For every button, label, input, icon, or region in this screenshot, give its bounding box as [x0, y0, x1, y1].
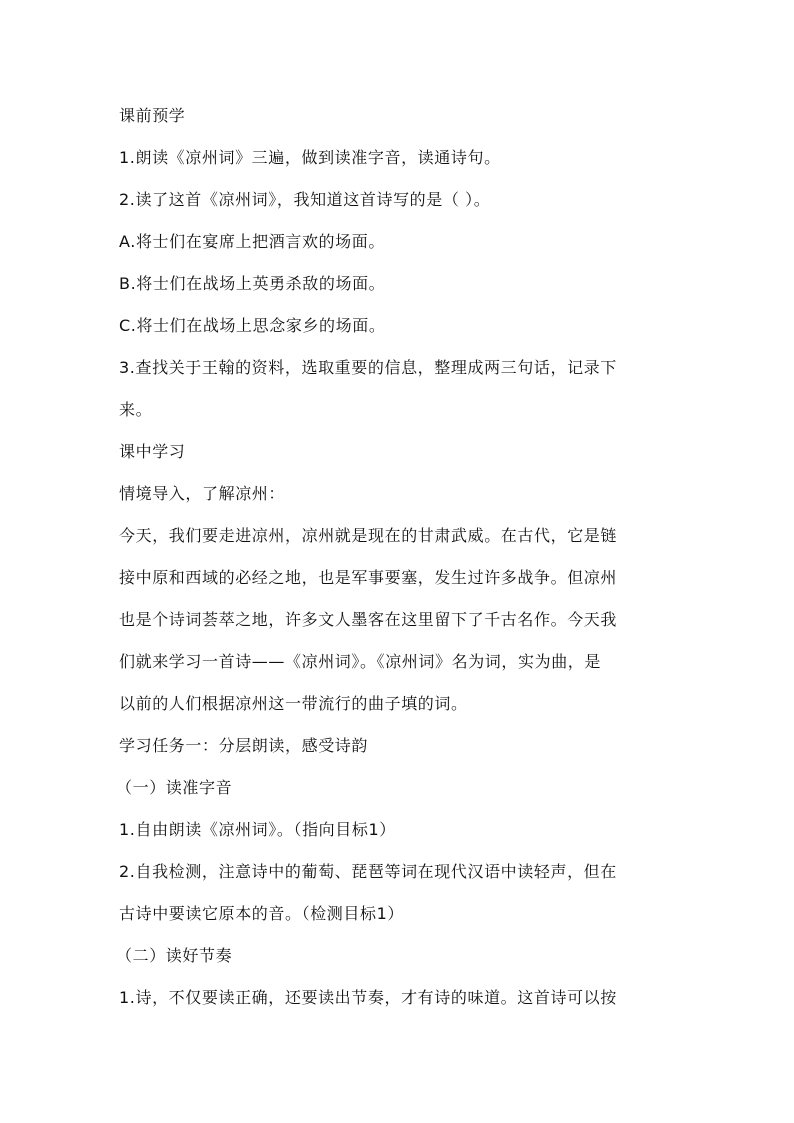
section-heading-pre-study: 课前预学: [119, 106, 186, 125]
section-heading-in-class: 课中学习: [119, 442, 186, 461]
subsection-read-sounds: （一）读准字音: [116, 778, 233, 797]
pre-study-item-1: 1.朗读《凉州词》三遍，做到读准字音，读通诗句。: [119, 148, 501, 167]
intro-paragraph-line-2: 接中原和西域的必经之地，也是军事要塞，发生过许多战争。但凉州: [119, 568, 618, 587]
task-one-heading: 学习任务一：分层朗读，感受诗韵: [119, 736, 369, 755]
option-b: B.将士们在战场上英勇杀敌的场面。: [119, 274, 386, 293]
option-a: A.将士们在宴席上把酒言欢的场面。: [119, 232, 385, 251]
intro-paragraph-line-1: 今天，我们要走进凉州，凉州就是现在的甘肃武威。在古代，它是链: [119, 526, 618, 545]
rhythm-item-1: 1.诗，不仅要读正确，还要读出节奏，才有诗的味道。这首诗可以按: [119, 988, 617, 1007]
task-item-2: 2.自我检测，注意诗中的葡萄、琵琶等词在现代汉语中读轻声，但在: [119, 862, 617, 881]
intro-heading: 情境导入，了解凉州：: [119, 484, 286, 503]
option-c: C.将士们在战场上思念家乡的场面。: [119, 316, 386, 335]
pre-study-item-3-continued: 来。: [119, 400, 153, 419]
pre-study-item-3: 3.查找关于王翰的资料，选取重要的信息，整理成两三句话，记录下: [119, 358, 617, 377]
subsection-read-rhythm: （二）读好节奏: [116, 946, 233, 965]
task-item-1: 1.自由朗读《凉州词》。（指向目标1）: [119, 820, 396, 839]
intro-paragraph-line-3: 也是个诗词荟萃之地，许多文人墨客在这里留下了千古名作。今天我: [119, 610, 618, 629]
intro-paragraph-line-4: 们就来学习一首诗——《凉州词》。《凉州词》名为词，实为曲，是: [119, 652, 602, 671]
task-item-2-continued: 古诗中要读它原本的音。（检测目标1）: [119, 904, 404, 923]
intro-paragraph-line-5: 以前的人们根据凉州这一带流行的曲子填的词。: [119, 694, 468, 713]
pre-study-item-2: 2.读了这首《凉州词》，我知道这首诗写的是（ ）。: [119, 190, 491, 209]
